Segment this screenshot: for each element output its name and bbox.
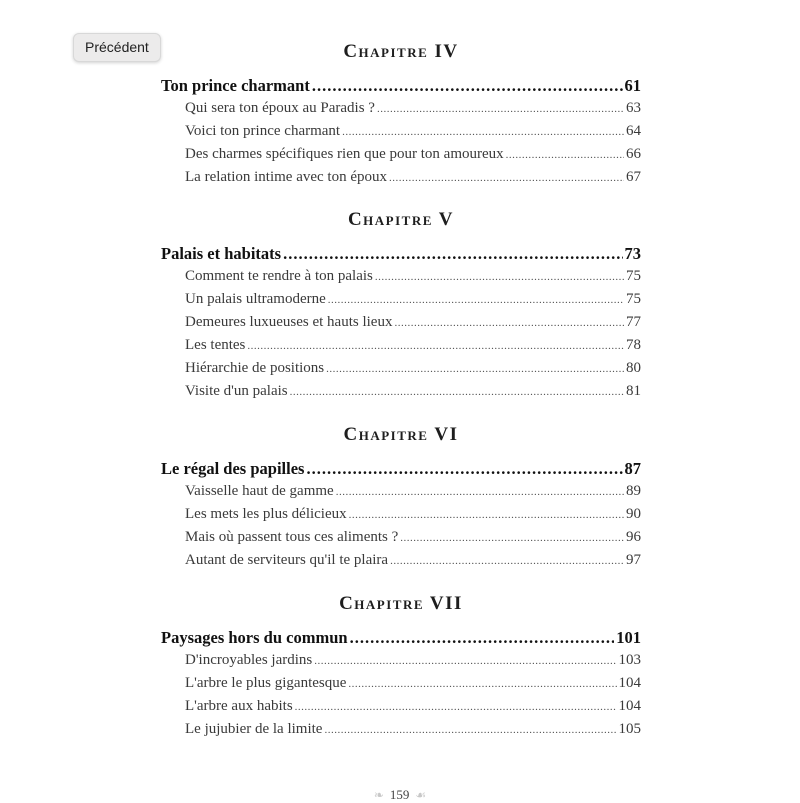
entry-page: 73 — [624, 244, 641, 263]
toc-sub-entry[interactable] — [185, 529, 641, 546]
chapter-title: Chapitre V — [347, 209, 455, 230]
entry-page: 101 — [616, 628, 641, 647]
toc-sub-entry[interactable] — [185, 652, 641, 669]
entry-label: Voici ton prince charmant — [185, 123, 341, 139]
dot-leader — [400, 532, 624, 544]
entry-label: Autant de serviteurs qu'il te plaira — [185, 552, 389, 568]
entry-label: Un palais ultramoderne — [185, 291, 326, 307]
entry-label: D'incroyables jardins — [185, 652, 313, 668]
toc-main-entry[interactable] — [161, 76, 641, 96]
toc-sub-entry[interactable] — [185, 123, 641, 140]
entry-label: La relation intime avec ton époux — [185, 169, 388, 185]
dot-leader — [314, 655, 616, 667]
toc-sub-entry[interactable] — [185, 721, 641, 738]
dot-leader — [283, 244, 622, 264]
dot-leader — [295, 701, 617, 713]
dot-leader — [506, 149, 624, 161]
dot-leader — [350, 628, 615, 648]
dot-leader — [394, 317, 624, 329]
dot-leader — [375, 271, 624, 283]
dot-leader — [247, 340, 624, 352]
dot-leader — [336, 486, 624, 498]
toc-sub-entry[interactable] — [185, 698, 641, 715]
dot-leader — [306, 459, 622, 479]
entry-page: 67 — [626, 169, 641, 185]
entry-page: 78 — [626, 337, 641, 353]
entry-page: 103 — [618, 652, 641, 668]
toc-sub-entry[interactable] — [185, 314, 641, 331]
entry-label: Qui sera ton époux au Paradis ? — [185, 100, 375, 116]
entry-label: Le jujubier de la limite — [185, 721, 323, 737]
entry-label: Comment te rendre à ton palais — [185, 268, 373, 284]
entry-page: 90 — [626, 506, 641, 522]
dot-leader — [328, 294, 624, 306]
entry-label: Hiérarchie de positions — [185, 360, 325, 376]
entry-label: Les mets les plus délicieux — [185, 506, 347, 522]
dot-leader — [342, 126, 624, 138]
entry-label: Les tentes — [185, 337, 246, 353]
toc-sub-entry[interactable] — [185, 675, 641, 692]
previous-button[interactable]: Précédent — [73, 33, 161, 62]
toc-sub-entry[interactable] — [185, 483, 641, 500]
toc-sub-entry[interactable] — [185, 291, 641, 308]
toc-main-entry[interactable] — [161, 459, 641, 479]
dot-leader — [389, 172, 624, 184]
entry-page: 89 — [626, 483, 641, 499]
toc-sub-entry[interactable] — [185, 360, 641, 377]
dot-leader — [326, 363, 624, 375]
entry-page: 96 — [626, 529, 641, 545]
dot-leader — [377, 103, 624, 115]
dot-leader — [349, 509, 624, 521]
entry-page: 63 — [626, 100, 641, 116]
entry-label: L'arbre aux habits — [185, 698, 293, 714]
dot-leader — [312, 76, 623, 96]
leaf-ornament-icon: ☙ — [415, 788, 427, 802]
entry-page: 66 — [626, 146, 641, 162]
dot-leader — [348, 678, 616, 690]
toc-sub-entry[interactable] — [185, 506, 641, 523]
toc-main-entry[interactable] — [161, 628, 641, 648]
entry-label: Des charmes spécifiques rien que pour ton amoureux — [185, 146, 504, 162]
toc-sub-entry[interactable] — [185, 383, 641, 400]
leaf-ornament-icon: ❧ — [373, 788, 384, 802]
entry-label: Vaisselle haut de gamme — [185, 483, 334, 499]
toc-sub-entry[interactable] — [185, 100, 641, 117]
dot-leader — [390, 555, 624, 567]
entry-label: Demeures luxueuses et hauts lieux — [185, 314, 393, 330]
entry-page: 77 — [626, 314, 641, 330]
entry-label: Palais et habitats — [161, 244, 282, 263]
toc-sub-entry[interactable] — [185, 552, 641, 569]
entry-page: 80 — [626, 360, 641, 376]
toc-sub-entry[interactable] — [185, 337, 641, 354]
entry-label: L'arbre le plus gigantesque — [185, 675, 347, 691]
entry-label: Le régal des papilles — [161, 459, 305, 478]
entry-page: 75 — [626, 268, 641, 284]
chapter-title: Chapitre VI — [343, 424, 459, 445]
entry-page: 104 — [618, 698, 641, 714]
entry-page: 105 — [618, 721, 641, 737]
toc-sub-entry[interactable] — [185, 169, 641, 186]
entry-page: 87 — [624, 459, 641, 478]
entry-page: 97 — [626, 552, 641, 568]
entry-page: 81 — [626, 383, 641, 399]
toc-main-entry[interactable] — [161, 244, 641, 264]
chapter-title: Chapitre VII — [339, 593, 463, 614]
page-footer — [0, 787, 800, 803]
entry-label: Paysages hors du commun — [161, 628, 348, 647]
entry-page: 61 — [624, 76, 641, 95]
page-number: 159 — [389, 787, 410, 802]
chapter-title: Chapitre IV — [343, 41, 459, 62]
entry-page: 104 — [618, 675, 641, 691]
entry-page: 64 — [626, 123, 641, 139]
entry-label: Ton prince charmant — [161, 76, 310, 95]
entry-label: Mais où passent tous ces aliments ? — [185, 529, 399, 545]
dot-leader — [324, 724, 616, 736]
toc-sub-entry[interactable] — [185, 268, 641, 285]
toc-sub-entry[interactable] — [185, 146, 641, 163]
entry-page: 75 — [626, 291, 641, 307]
entry-label: Visite d'un palais — [185, 383, 288, 399]
dot-leader — [290, 386, 624, 398]
